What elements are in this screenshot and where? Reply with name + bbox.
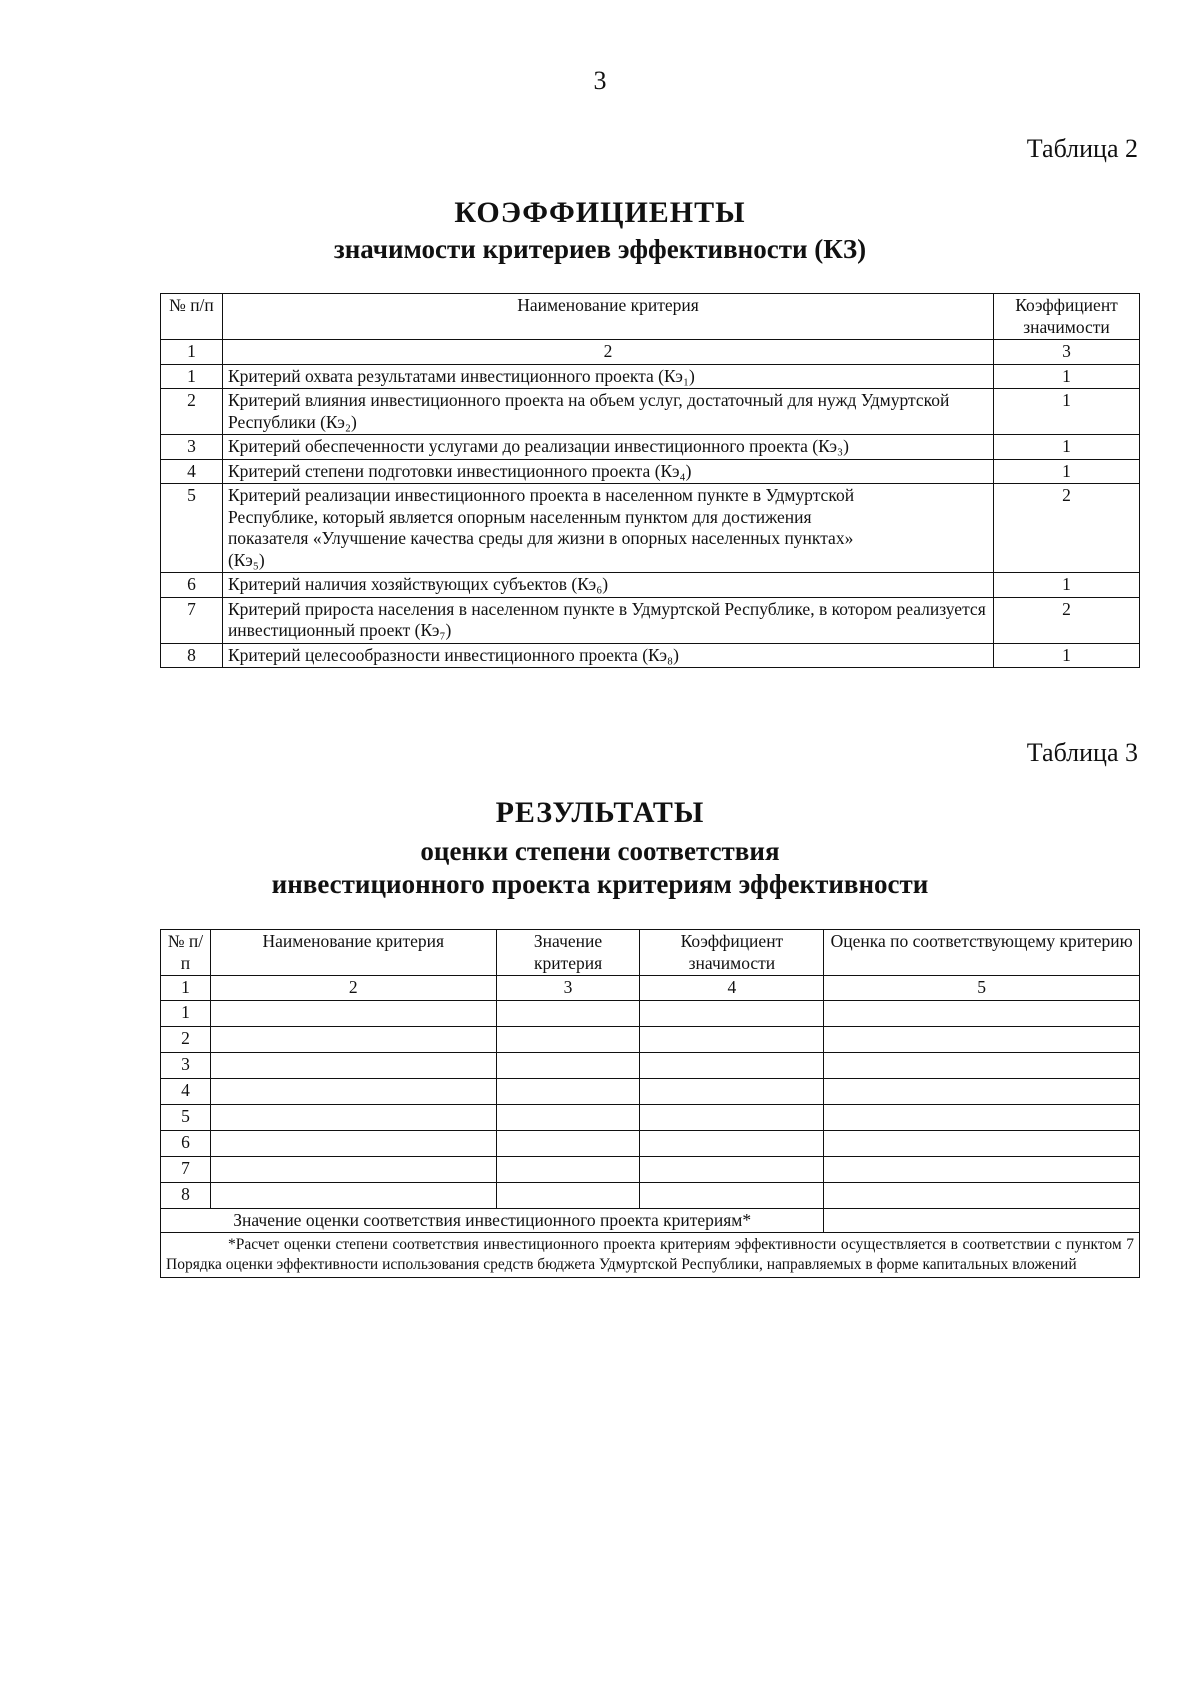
row-number: 5	[161, 484, 223, 573]
header-cell-number: № п/п	[161, 930, 211, 976]
column-number: 4	[640, 976, 824, 1001]
coefficient-value: 2	[994, 484, 1140, 573]
table-3-subtitle-line-2: инвестиционного проекта критериям эффективности	[271, 869, 929, 899]
table-3-subtitle-line-1: оценки степени соответствия	[420, 836, 780, 866]
empty-cell	[496, 1156, 640, 1182]
empty-cell	[210, 1156, 496, 1182]
footnote: *Расчет оценки степени соответствия инвестиционного проекта критериям эффективности осуществляется в соответствии с пунктом 7 Порядка оценки эффективности использования средств бюджета Удмуртской Республики, направляемых в форме капитальных вложений	[161, 1233, 1140, 1278]
results-table	[160, 929, 1140, 1278]
empty-cell	[496, 1078, 640, 1104]
table-row	[161, 1130, 1140, 1156]
coefficient-value: 1	[994, 643, 1140, 668]
column-number: 3	[496, 976, 640, 1001]
table-header-row	[161, 294, 1140, 340]
table-3-title: РЕЗУЛЬТАТЫ	[495, 796, 705, 829]
row-number: 7	[161, 597, 223, 643]
table-row	[161, 1104, 1140, 1130]
empty-cell	[824, 1156, 1140, 1182]
column-numbers-row	[161, 976, 1140, 1001]
column-number: 3	[994, 340, 1140, 365]
row-number: 7	[161, 1156, 211, 1182]
empty-cell	[496, 1182, 640, 1208]
row-number: 3	[161, 1052, 211, 1078]
table-row	[161, 1052, 1140, 1078]
row-number: 5	[161, 1104, 211, 1130]
table-2-subtitle: значимости критериев эффективности (КЗ)	[333, 234, 867, 264]
empty-cell	[210, 1182, 496, 1208]
row-number: 1	[161, 364, 223, 389]
criterion-name: Критерий реализации инвестиционного проекта в населенном пункте в Удмуртской Республике, который является опорным населенным пунктом для достижения показателя «Улучшение качества среды для жизни в опорных населенных пунктах» (Кэ₅)	[222, 484, 993, 573]
empty-cell	[824, 1182, 1140, 1208]
table-row	[161, 435, 1140, 460]
empty-cell	[824, 1052, 1140, 1078]
table-row	[161, 573, 1140, 598]
table-row	[161, 643, 1140, 668]
empty-cell	[496, 1052, 640, 1078]
header-cell-criterion: Наименование критерия	[210, 930, 496, 976]
empty-cell	[210, 1000, 496, 1026]
row-number: 2	[161, 389, 223, 435]
column-number: 2	[210, 976, 496, 1001]
empty-cell	[640, 1104, 824, 1130]
empty-cell	[640, 1130, 824, 1156]
empty-cell	[640, 1078, 824, 1104]
criterion-name: Критерий охвата результатами инвестиционного проекта (Кэ₁)	[222, 364, 993, 389]
table-row	[161, 1026, 1140, 1052]
empty-cell	[640, 1182, 824, 1208]
empty-cell	[640, 1026, 824, 1052]
empty-cell	[496, 1000, 640, 1026]
coefficient-value: 1	[994, 364, 1140, 389]
row-number: 4	[161, 459, 223, 484]
table-row	[161, 1000, 1140, 1026]
coefficient-value: 1	[994, 573, 1140, 598]
empty-cell	[210, 1104, 496, 1130]
table-2-title: КОЭФФИЦИЕНТЫ	[454, 196, 746, 229]
row-number: 8	[161, 643, 223, 668]
column-numbers-row	[161, 340, 1140, 365]
row-number: 2	[161, 1026, 211, 1052]
column-number: 1	[161, 340, 223, 365]
row-number: 8	[161, 1182, 211, 1208]
criterion-name: Критерий наличия хозяйствующих субъектов (Кэ₆)	[222, 573, 993, 598]
empty-cell	[640, 1052, 824, 1078]
criterion-name: Критерий прироста населения в населенном пункте в Удмуртской Республике, в котором реализуется инвестиционный проект (Кэ₇)	[222, 597, 993, 643]
coefficient-value: 1	[994, 389, 1140, 435]
empty-cell	[824, 1000, 1140, 1026]
empty-cell	[496, 1130, 640, 1156]
table-3-label: Таблица 3	[1026, 738, 1138, 767]
empty-cell	[210, 1078, 496, 1104]
column-number: 1	[161, 976, 211, 1001]
header-cell-score: Оценка по соответствующему критерию	[824, 930, 1140, 976]
row-number: 3	[161, 435, 223, 460]
empty-cell	[824, 1078, 1140, 1104]
empty-cell	[210, 1052, 496, 1078]
row-number: 6	[161, 573, 223, 598]
criterion-name: Критерий степени подготовки инвестиционного проекта (Кэ₄)	[222, 459, 993, 484]
table-row	[161, 459, 1140, 484]
row-number: 4	[161, 1078, 211, 1104]
table-2-label: Таблица 2	[1026, 134, 1138, 163]
table-row	[161, 1078, 1140, 1104]
coefficient-value: 1	[994, 459, 1140, 484]
coefficient-value: 2	[994, 597, 1140, 643]
coefficient-value: 1	[994, 435, 1140, 460]
header-cell-coefficient: Коэффициент значимости	[994, 294, 1140, 340]
empty-cell	[640, 1156, 824, 1182]
table-row	[161, 1182, 1140, 1208]
criterion-name: Критерий влияния инвестиционного проекта на объем услуг, достаточный для нужд Удмуртской Республики (Кэ₂)	[222, 389, 993, 435]
table-row	[161, 597, 1140, 643]
empty-cell	[210, 1130, 496, 1156]
empty-cell	[496, 1026, 640, 1052]
page-number: 3	[593, 66, 607, 95]
table-row	[161, 389, 1140, 435]
empty-cell	[640, 1000, 824, 1026]
criterion-name: Критерий обеспеченности услугами до реализации инвестиционного проекта (Кэ₃)	[222, 435, 993, 460]
column-number: 2	[222, 340, 993, 365]
table-row	[161, 484, 1140, 573]
empty-cell	[496, 1104, 640, 1130]
column-number: 5	[824, 976, 1140, 1001]
row-number: 1	[161, 1000, 211, 1026]
row-number: 6	[161, 1130, 211, 1156]
empty-cell	[824, 1104, 1140, 1130]
empty-cell	[824, 1026, 1140, 1052]
footnote-row	[161, 1233, 1140, 1278]
header-cell-value: Значение критерия	[496, 930, 640, 976]
header-cell-criterion: Наименование критерия	[222, 294, 993, 340]
table-header-row	[161, 930, 1140, 976]
total-row	[161, 1208, 1140, 1233]
criterion-name: Критерий целесообразности инвестиционного проекта (Кэ₈)	[222, 643, 993, 668]
table-row	[161, 364, 1140, 389]
header-cell-coefficient: Коэффициент значимости	[640, 930, 824, 976]
total-label: Значение оценки соответствия инвестиционного проекта критериям*	[161, 1208, 824, 1233]
coefficients-table	[160, 293, 1140, 668]
empty-cell	[824, 1130, 1140, 1156]
header-cell-number: № п/п	[161, 294, 223, 340]
total-value-cell	[824, 1208, 1140, 1233]
table-row	[161, 1156, 1140, 1182]
empty-cell	[210, 1026, 496, 1052]
